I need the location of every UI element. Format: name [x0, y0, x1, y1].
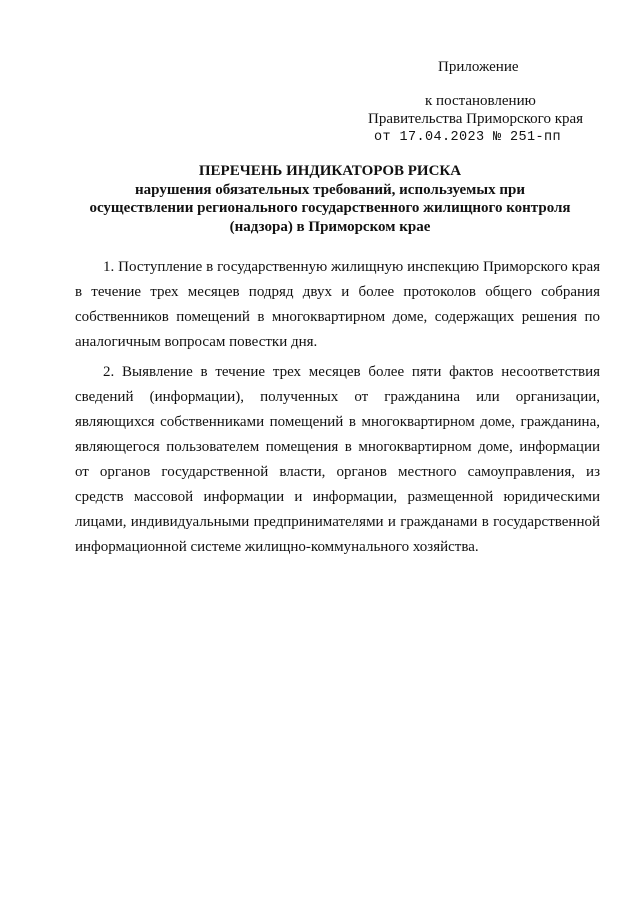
- appendix-to-resolution: к постановлению: [425, 93, 536, 109]
- appendix-government: Правительства Приморского края: [368, 111, 584, 127]
- list-item-2: 2. Выявление в течение трех месяцев более пяти фактов несоответствия сведений (информации), полученных от гражданина или организации, являющихся собственниками помещений в многоквартирном доме, гражданина, являющегося пользователем помещения в многоквартирном доме, информации от органов государственной власти, органов местного самоуправления, из средств массовой информации и информации, размещенной юридическими лицами, индивидуальными предпринимателями и гражданами в государственной информационной системе жилищно-коммунального хозяйства.: [75, 364, 600, 555]
- appendix-date-number: от 17.04.2023 № 251-пп: [374, 130, 562, 145]
- document-heading: [70, 162, 590, 236]
- document-subtitle: нарушения обязательных требований, используемых при осуществлении регионального государственного жилищного контроля (надзора) в Приморском крае: [89, 181, 571, 235]
- appendix-title: Приложение: [438, 59, 519, 75]
- document-title: ПЕРЕЧЕНЬ ИНДИКАТОРОВ РИСКА: [198, 163, 462, 179]
- list-item-1: 1. Поступление в государственную жилищную инспекцию Приморского края в течение трех месяцев подряд двух и более протоколов общего собрания собственников помещений в многоквартирном доме, содержащих решения по аналогичным вопросам повестки дня.: [75, 259, 600, 350]
- appendix-header: [0, 0, 640, 160]
- document-body: [75, 255, 600, 565]
